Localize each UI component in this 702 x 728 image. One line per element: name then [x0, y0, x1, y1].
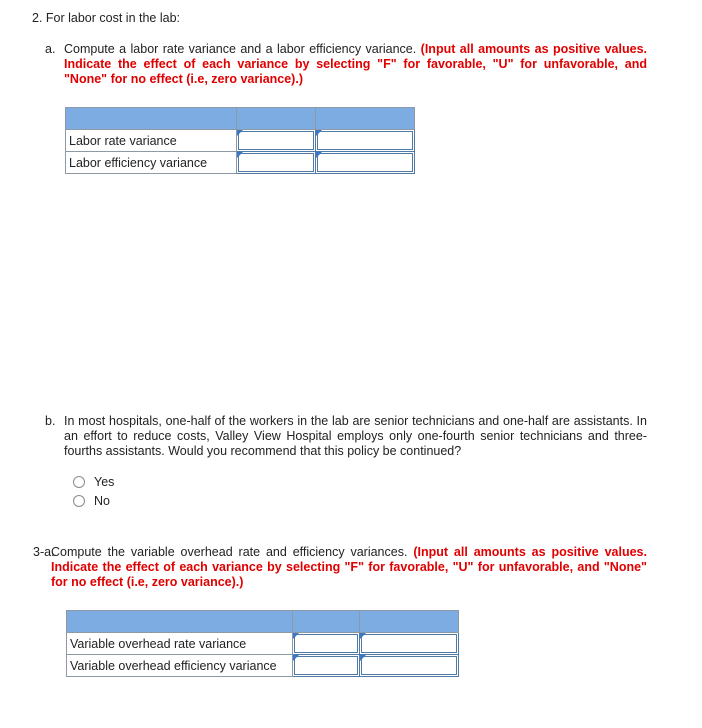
- labor-variance-table: [65, 107, 415, 174]
- header-cell: [66, 108, 237, 130]
- input-marker-icon: [316, 152, 322, 158]
- part-b-text: In most hospitals, one-half of the workers in the lab are senior technicians and one-half are assistants. In an effort to reduce costs, Valley View Hospital employs only one-fourth senior technicians and three-fourths assistants. Would you recommend that this policy be continued?: [64, 414, 647, 458]
- header-cell: [316, 108, 415, 130]
- row-label: Variable overhead efficiency variance: [67, 655, 293, 677]
- labor-efficiency-variance-amount-input[interactable]: [237, 152, 316, 174]
- part-a-text: Compute a labor rate variance and a labor efficiency variance.: [64, 42, 417, 56]
- vo-rate-variance-effect-select[interactable]: [360, 633, 459, 655]
- header-cell: [360, 611, 459, 633]
- labor-rate-variance-amount-input[interactable]: [237, 130, 316, 152]
- table-header-row: [67, 611, 459, 633]
- header-cell: [293, 611, 360, 633]
- table-header-row: [66, 108, 415, 130]
- labor-rate-variance-effect-select[interactable]: [316, 130, 415, 152]
- part-a-label: a.: [45, 42, 56, 56]
- radio-option-yes[interactable]: [73, 475, 114, 489]
- radio-label: No: [94, 494, 110, 508]
- question-3a-label: 3-a.: [33, 545, 55, 559]
- input-marker-icon: [360, 633, 366, 639]
- input-marker-icon: [237, 130, 243, 136]
- part-a-instruction: (Input all amounts as positive values. Indicate the effect of each variance by selecting "F" for favorable, "U" for unfavorable, and "None" for no effect (i.e, zero variance).): [64, 42, 647, 86]
- radio-button[interactable]: [73, 476, 85, 488]
- table-row: [66, 130, 415, 152]
- question-3a-text: Compute the variable overhead rate and efficiency variances.: [51, 545, 408, 559]
- part-b-prompt: [45, 414, 647, 459]
- row-label: Labor rate variance: [66, 130, 237, 152]
- vo-rate-variance-amount-input[interactable]: [293, 633, 360, 655]
- input-marker-icon: [293, 633, 299, 639]
- row-label: Labor efficiency variance: [66, 152, 237, 174]
- radio-button[interactable]: [73, 495, 85, 507]
- part-b-label: b.: [45, 414, 56, 428]
- question-3a-prompt: [33, 545, 647, 590]
- input-marker-icon: [360, 655, 366, 661]
- vo-efficiency-variance-effect-select[interactable]: [360, 655, 459, 677]
- vo-efficiency-variance-amount-input[interactable]: [293, 655, 360, 677]
- table-row: [67, 655, 459, 677]
- header-cell: [67, 611, 293, 633]
- row-label: Variable overhead rate variance: [67, 633, 293, 655]
- input-marker-icon: [237, 152, 243, 158]
- input-marker-icon: [293, 655, 299, 661]
- radio-label: Yes: [94, 475, 115, 489]
- labor-efficiency-variance-effect-select[interactable]: [316, 152, 415, 174]
- part-a-prompt: [45, 42, 647, 87]
- table-row: [66, 152, 415, 174]
- radio-option-no[interactable]: [73, 494, 110, 508]
- input-marker-icon: [316, 130, 322, 136]
- table-row: [67, 633, 459, 655]
- question-2-title: 2. For labor cost in the lab:: [32, 11, 180, 25]
- header-cell: [237, 108, 316, 130]
- overhead-variance-table: [66, 610, 459, 677]
- question-3a-instruction: (Input all amounts as positive values. Indicate the effect of each variance by selecting "F" for favorable, "U" for unfavorable, and "None" for no effect (i.e, zero variance).): [51, 545, 647, 589]
